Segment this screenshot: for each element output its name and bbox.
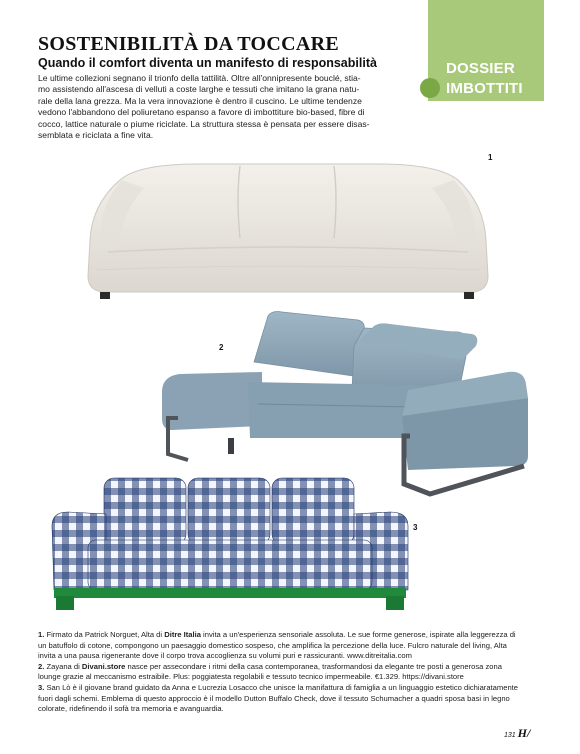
caption-text: Zayana di bbox=[44, 661, 82, 671]
intro-line: semblata e riciclata a fine vita. bbox=[38, 130, 154, 141]
caption-number: 3. bbox=[38, 682, 45, 692]
magazine-logo: H/ bbox=[517, 726, 531, 740]
caption-number: 1. bbox=[38, 630, 45, 639]
caption-3 bbox=[38, 683, 520, 715]
sofa-zayana-image bbox=[158, 306, 532, 500]
intro-line: mo assistendo all'ascesa di velluti a coste larghe e tessuti che imitano la grana natu- bbox=[38, 84, 360, 95]
intro-line: rale della lana grezza. Ma la vera innovazione è dentro il cuscino. Le ultime tendenze bbox=[38, 95, 362, 106]
intro-line: Le ultime collezioni segnano il trionfo della tattilità. Oltre all'onnipresente bouclé, stia- bbox=[38, 73, 361, 83]
caption-brand: Divani.store bbox=[81, 661, 126, 671]
dossier-section: IMBOTTITI bbox=[446, 80, 523, 97]
caption-brand: Ditre Italia bbox=[164, 630, 201, 639]
intro-line: vedono l'abbandono del poliuretano espanso a favore di imbottiture bio-based, fibre di bbox=[38, 107, 365, 118]
dossier-dot-icon bbox=[420, 78, 440, 98]
captions-block bbox=[38, 630, 520, 715]
caption-text: Firmato da Patrick Norguet, Alta di bbox=[44, 630, 165, 639]
sofa-alta-image bbox=[78, 158, 498, 306]
page-title: SOSTENIBILITÀ DA TOCCARE bbox=[38, 33, 340, 55]
sofa-dutton-buffalo-check-image bbox=[48, 474, 412, 614]
caption-text: San Lò è il giovane brand guidato da Anna e Lucrezia Losacco che unisce la manifattura di famiglia a un linguaggio estetico dichiaratamente fuori dagli schemi. Emblema di questo approccio è il modello Dutton Buffalo Check, dove il tessuto Schumacher a quadri sposa basi in legno colorate, ridefinendo il sofà tra memoria e avanguardia. bbox=[38, 682, 518, 714]
page-folio bbox=[504, 726, 530, 741]
dossier-tab bbox=[428, 0, 544, 101]
page-number: 131 bbox=[504, 732, 516, 739]
caption-text: invita a un'esperienza sensoriale assoluta. Le sue forme generose, ispirate alla leggerezza di un batuffolo di cotone, compongono un paesaggio domestico sospeso, che amplifica la percezione della luce. Fulcro naturale del living, Alta invita a una pausa rigenerante dove il corpo trova accoglienza su volumi puri e rassicuranti. www.ditreitalia.com bbox=[38, 630, 516, 661]
figure-number-1: 1 bbox=[488, 153, 493, 162]
caption-2 bbox=[38, 662, 520, 683]
dossier-label: DOSSIER bbox=[446, 60, 515, 77]
page-subtitle: Quando il comfort diventa un manifesto di responsabilità bbox=[38, 56, 377, 70]
caption-text: nasce per assecondare i ritmi della casa contemporanea, trasformandosi da elegante tre posti a generosa zona lounge grazie al meccanismo estraibile. Plus: poggiatesta regolabili e tessuto tecnico impermeabile. €1.329. https://divani.store bbox=[38, 661, 502, 682]
figure-number-2: 2 bbox=[219, 343, 224, 352]
caption-number: 2. bbox=[38, 661, 45, 671]
intro-paragraph bbox=[38, 73, 412, 141]
caption-1 bbox=[38, 630, 520, 662]
intro-line: cocco, lattice naturale o piume riciclate. La struttura stessa è pensata per essere disas- bbox=[38, 118, 370, 129]
figure-number-3: 3 bbox=[413, 523, 418, 532]
